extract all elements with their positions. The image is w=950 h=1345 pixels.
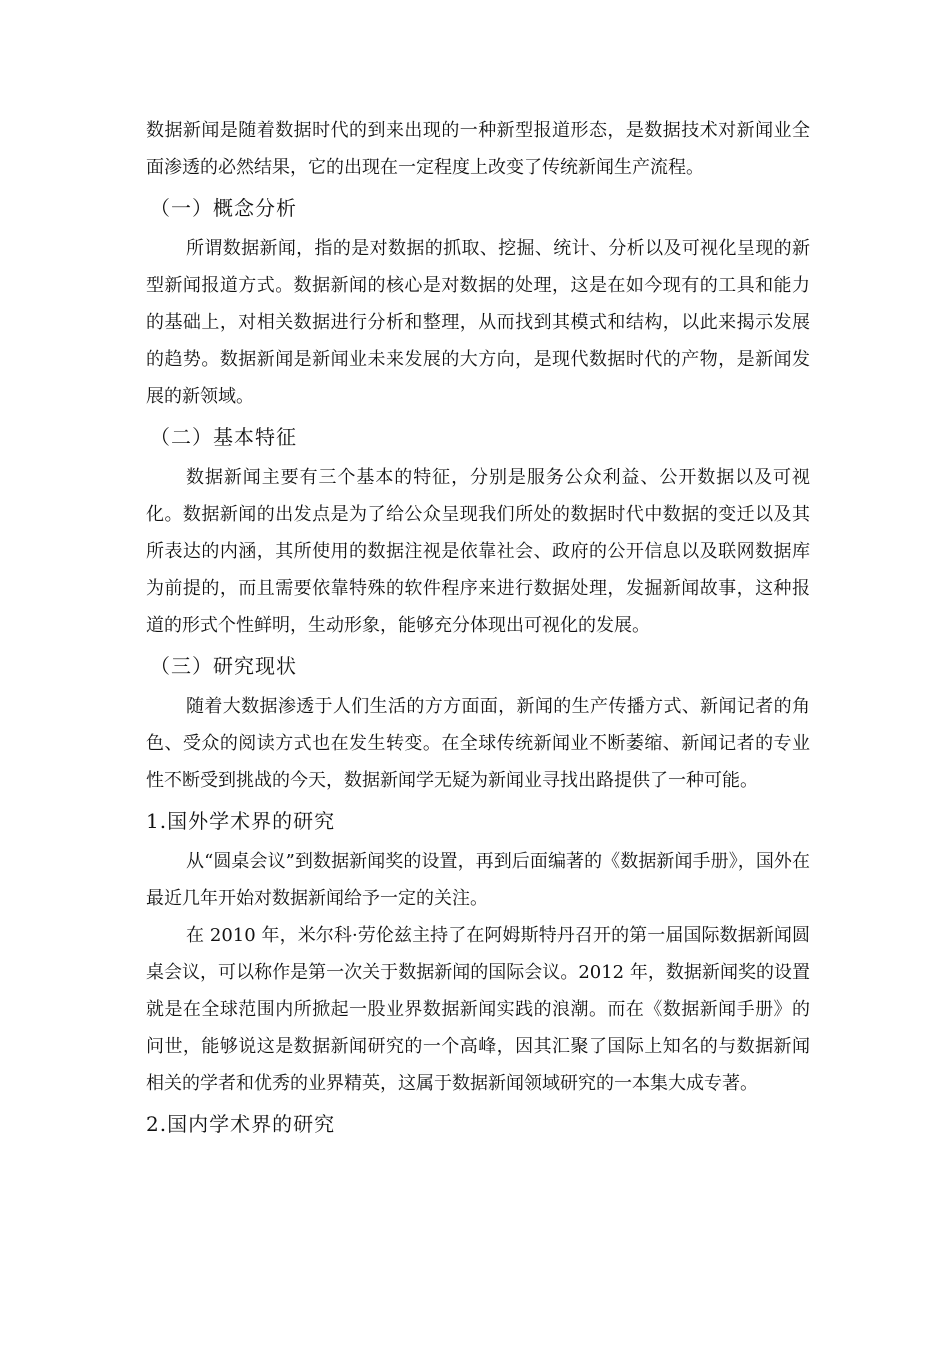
features-paragraph: 数据新闻主要有三个基本的特征，分别是服务公众利益、公开数据以及可视化。数据新闻的出发点是为了给公众呈现我们所处的数据时代中数据的变迁以及其所表达的内涵，其所使用的数据注视是依靠社会、政府的公开信息以及联网数据库为前提的，而且需要依靠特殊的软件程序来进行数据处理，发掘新闻故事，这种报道的形式个性鲜明，生动形象，能够充分体现出可视化的发展。 <box>146 467 810 636</box>
intro-paragraph: 数据新闻是随着数据时代的到来出现的一种新型报道形态，是数据技术对新闻业全面渗透的必然结果，它的出现在一定程度上改变了传统新闻生产流程。 <box>146 120 810 178</box>
concept-paragraph: 所谓数据新闻，指的是对数据的抓取、挖掘、统计、分析以及可视化呈现的新型新闻报道方式。数据新闻的核心是对数据的处理，这是在如今现有的工具和能力的基础上，对相关数据进行分析和整理，从而找到其模式和结构，以此来揭示发展的趋势。数据新闻是新闻业未来发展的大方向，是现代数据时代的产物，是新闻发展的新领域。 <box>146 238 810 407</box>
heading-basic-features: （二）基本特征 <box>150 425 297 449</box>
status-paragraph: 随着大数据渗透于人们生活的方方面面，新闻的生产传播方式、新闻记者的角色、受众的阅读方式也在发生转变。在全球传统新闻业不断萎缩、新闻记者的专业性不断受到挑战的今天，数据新闻学无疑为新闻业寻找出路提供了一种可能。 <box>146 696 810 791</box>
heading-foreign-research: 1.国外学术界的研究 <box>146 809 336 833</box>
document-page <box>146 112 810 1146</box>
heading-concept-analysis: （一）概念分析 <box>150 196 297 220</box>
foreign-paragraph-1: 从“圆桌会议”到数据新闻奖的设置，再到后面编著的《数据新闻手册》，国外在最近几年开始对数据新闻给予一定的关注。 <box>146 851 810 909</box>
heading-research-status: （三）研究现状 <box>150 654 297 678</box>
heading-domestic-research: 2.国内学术界的研究 <box>146 1112 336 1136</box>
foreign-paragraph-2: 在 2010 年，米尔科·劳伦兹主持了在阿姆斯特丹召开的第一届国际数据新闻圆桌会议，可以称作是第一次关于数据新闻的国际会议。2012 年，数据新闻奖的设置就是在全球范围内所掀起一股业界数据新闻实践的浪潮。而在《数据新闻手册》的问世，能够说这是数据新闻研究的一个高峰，因其汇聚了国际上知名的与数据新闻相关的学者和优秀的业界精英，这属于数据新闻领域研究的一本集大成专著。 <box>146 925 810 1094</box>
